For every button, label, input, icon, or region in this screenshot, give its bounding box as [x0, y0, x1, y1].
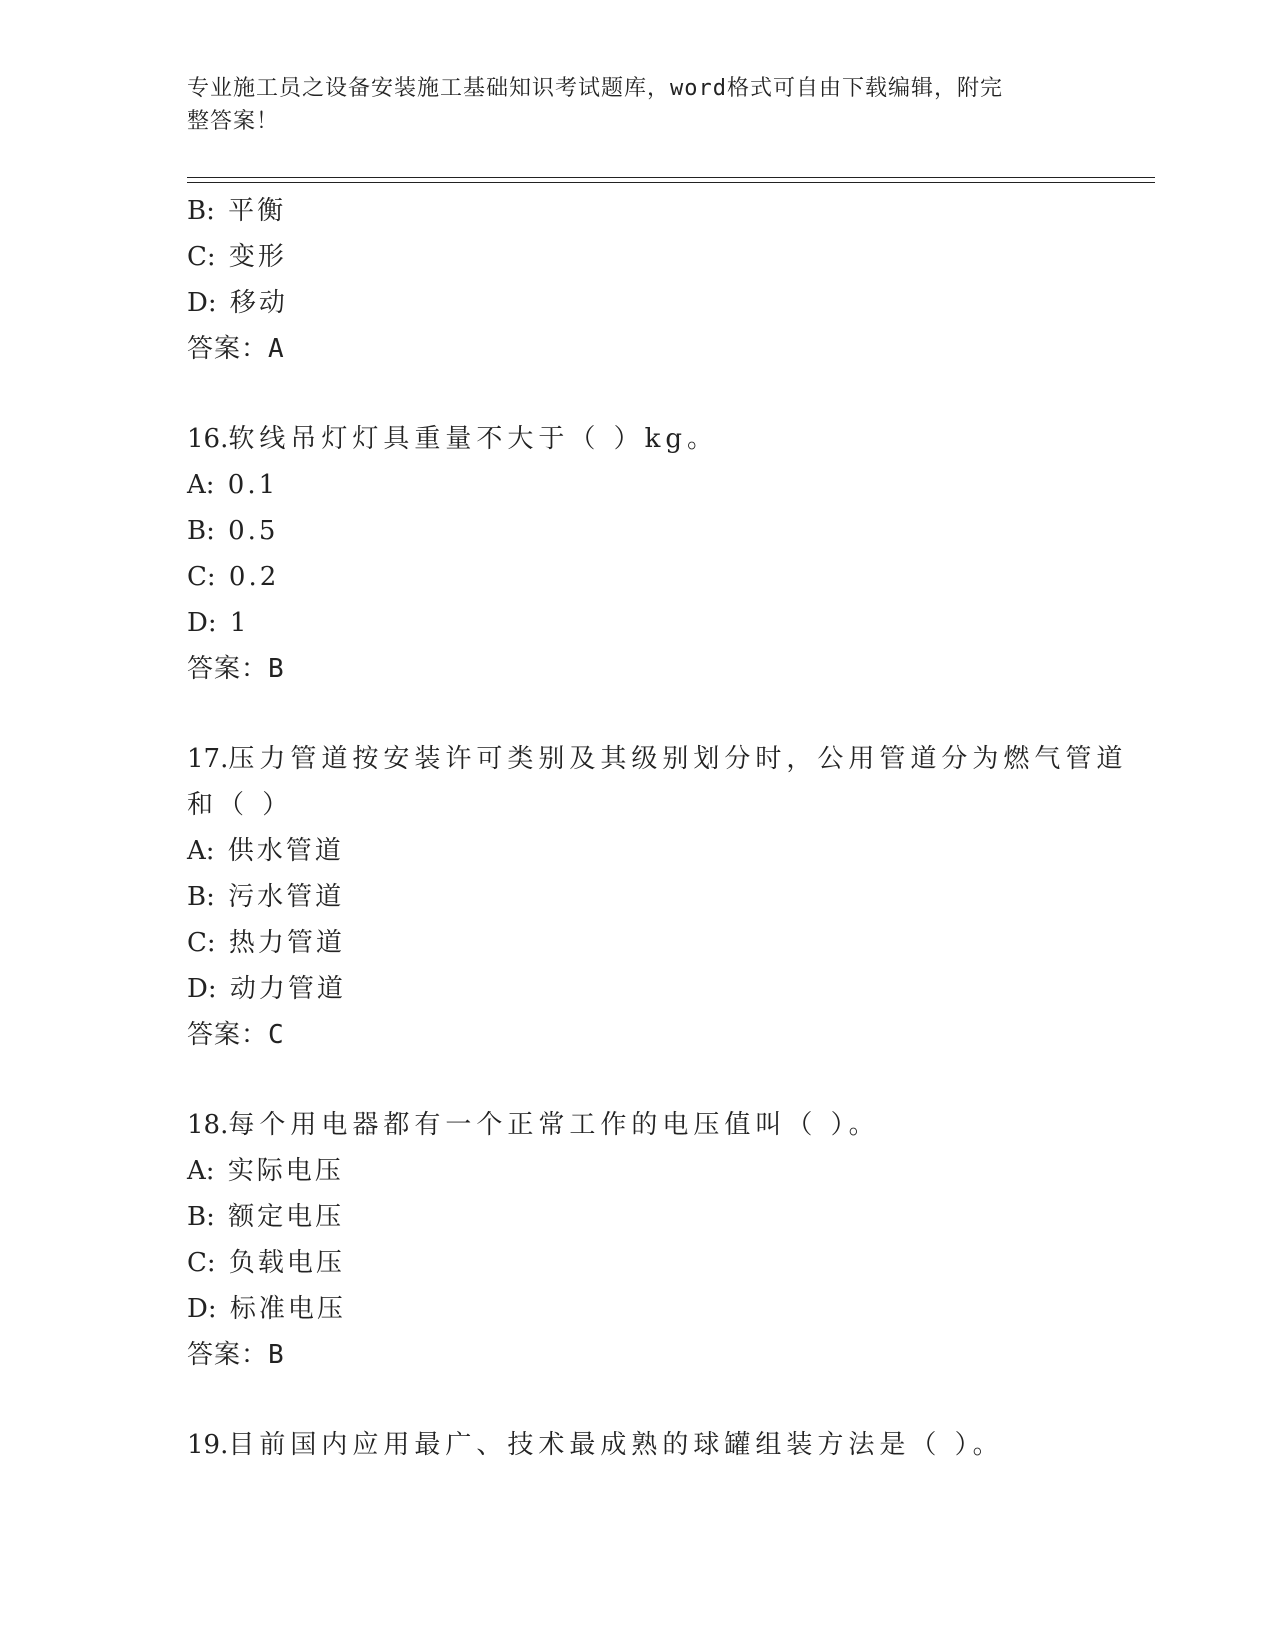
option-letter: A	[187, 836, 206, 866]
question-line: 每个用电器都有一个正常工作的电压值叫（ ）。	[228, 1110, 880, 1140]
option-c: C: 热力管道	[187, 928, 345, 958]
option-text: 负载电压	[228, 1248, 345, 1278]
answer-line	[187, 646, 1107, 692]
answer-value: B	[268, 654, 285, 684]
option-letter: D	[187, 974, 208, 1004]
option-letter: A	[187, 470, 206, 500]
option-letter: D	[187, 1294, 208, 1324]
option-letter: C	[187, 1248, 207, 1278]
option-b: B: 平衡	[187, 196, 287, 226]
answer-label: 答案：	[187, 1020, 269, 1050]
question-18-text	[187, 1102, 1107, 1148]
option-text: 热力管道	[228, 928, 345, 958]
option-d: D: 1	[187, 608, 250, 638]
option-text: 动力管道	[229, 974, 346, 1004]
question-line: 和（ ）	[187, 790, 294, 820]
question-17-text	[187, 736, 1128, 782]
option-letter: B	[187, 196, 207, 226]
option-letter: D	[187, 288, 208, 318]
option-text: 0.5	[228, 516, 279, 546]
question-line: 软线吊灯灯具重量不大于（ ）kg。	[228, 424, 719, 454]
option-d: D: 移动	[187, 288, 288, 318]
header-divider-top	[187, 177, 1155, 178]
option-text: 平衡	[228, 196, 287, 226]
option-text: 0.2	[228, 562, 280, 592]
question-16-text	[187, 416, 1107, 462]
question-number: 17.	[187, 744, 229, 774]
option-text: 移动	[229, 288, 288, 318]
option-text: 供水管道	[227, 836, 344, 866]
option-text: 实际电压	[227, 1156, 344, 1186]
question-19-text	[187, 1422, 1107, 1468]
option-b: B: 0.5	[187, 516, 279, 546]
answer-label: 答案：	[187, 334, 269, 364]
option-text: 变形	[228, 242, 287, 272]
option-letter: C	[187, 242, 207, 272]
option-letter: B	[187, 516, 207, 546]
answer-value: C	[268, 1020, 285, 1050]
answer-line	[187, 1012, 1107, 1058]
question-number: 19.	[187, 1430, 229, 1460]
option-b: B: 额定电压	[187, 1202, 345, 1232]
option-text: 标准电压	[229, 1294, 346, 1324]
question-line: 压力管道按安装许可类别及其级别划分时，公用管道分为燃气管道	[228, 744, 1128, 774]
question-number: 18.	[187, 1110, 229, 1140]
option-letter: C	[187, 562, 207, 592]
option-c: C: 0.2	[187, 562, 280, 592]
option-text: 0.1	[227, 470, 279, 500]
answer-line	[187, 1332, 1107, 1378]
option-d: D: 标准电压	[187, 1294, 346, 1324]
question-17-text-cont	[187, 782, 1107, 828]
option-letter: A	[187, 1156, 206, 1186]
answer-label: 答案：	[187, 1340, 269, 1370]
document-header	[187, 72, 1087, 138]
header-line-1: 专业施工员之设备安装施工基础知识考试题库，word格式可自由下载编辑，附完	[187, 76, 1003, 101]
answer-label: 答案：	[187, 654, 269, 684]
option-a: A: 实际电压	[187, 1156, 344, 1186]
question-line: 目前国内应用最广、技术最成熟的球罐组装方法是（ ）。	[228, 1430, 1004, 1460]
option-text: 额定电压	[228, 1202, 345, 1232]
question-number: 16.	[187, 424, 229, 454]
option-text: 污水管道	[228, 882, 345, 912]
option-letter: D	[187, 608, 208, 638]
option-letter: B	[187, 882, 207, 912]
option-text: 1	[229, 608, 250, 638]
header-line-2: 整答案！	[187, 109, 280, 134]
header-divider-bottom	[187, 182, 1155, 183]
answer-value: B	[268, 1340, 285, 1370]
option-a: A: 供水管道	[187, 836, 344, 866]
answer-line	[187, 326, 1107, 372]
option-a: A: 0.1	[187, 470, 279, 500]
option-letter: B	[187, 1202, 207, 1232]
answer-value: A	[268, 334, 285, 364]
question-list	[187, 188, 1128, 1468]
option-c: C: 变形	[187, 242, 287, 272]
option-b: B: 污水管道	[187, 882, 345, 912]
option-c: C: 负载电压	[187, 1248, 345, 1278]
option-d: D: 动力管道	[187, 974, 346, 1004]
option-letter: C	[187, 928, 207, 958]
